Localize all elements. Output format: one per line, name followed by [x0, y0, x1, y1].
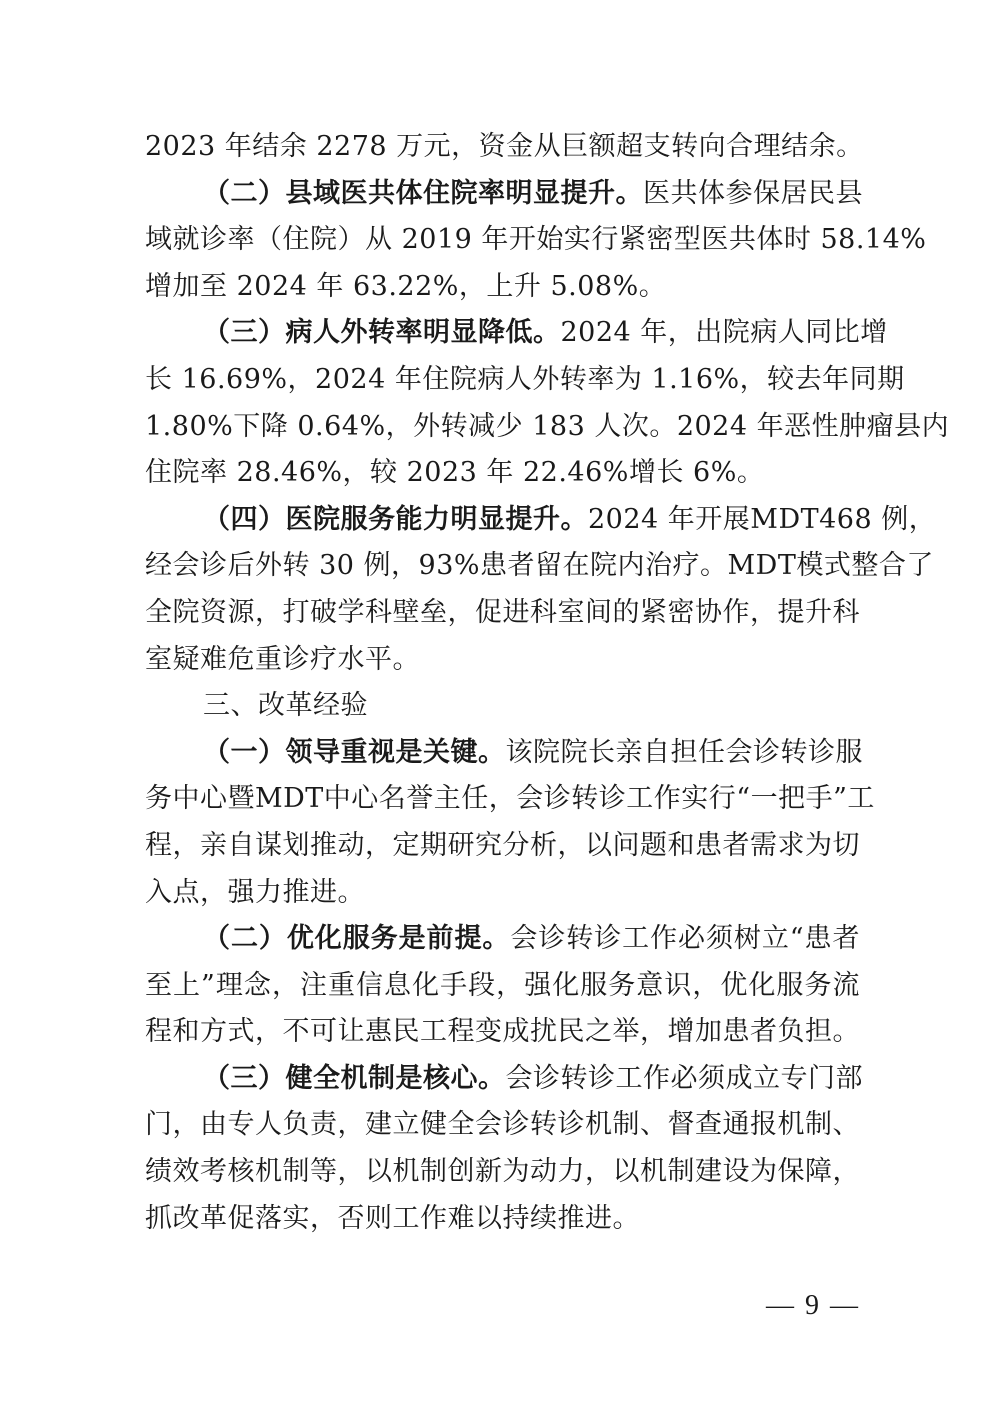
paragraph-first-line — [145, 310, 888, 357]
text-line: 门，由专人负责，建立健全会诊转诊机制、督查通报机制、 — [145, 1109, 860, 1141]
page-number: — 9 — — [766, 1290, 860, 1321]
paragraph-text: 医共体参保居民县 — [643, 177, 863, 209]
paragraph-text: 会诊转诊工作必须树立“患者 — [510, 923, 860, 955]
paragraph-heading: （三）病人外转率明显降低。 — [203, 317, 561, 349]
text-line: 域就诊率（住院）从 2019 年开始实行紧密型医共体时 58.14% — [145, 224, 927, 256]
text-line: 室疑难危重诊疗水平。 — [145, 643, 420, 675]
text-line: 至上”理念，注重信息化手段，强化服务意识，优化服务流 — [145, 969, 860, 1001]
text-line: 程，亲自谋划推动，定期研究分析，以问题和患者需求为切 — [145, 829, 860, 861]
paragraph-first-line — [145, 730, 863, 777]
paragraph-text: 2024 年，出院病人同比增 — [560, 317, 888, 349]
paragraph-text: 会诊转诊工作必须成立专门部 — [505, 1062, 863, 1094]
paragraph-text: 2024 年开展MDT468 例， — [588, 503, 937, 535]
text-line: 长 16.69%，2024 年住院病人外转率为 1.16%，较去年同期 — [145, 363, 905, 395]
text-line: 住院率 28.46%，较 2023 年 22.46%增长 6%。 — [145, 457, 765, 489]
text-line: 经会诊后外转 30 例，93%患者留在院内治疗。MDT模式整合了 — [145, 550, 934, 582]
paragraph-heading: （四）医院服务能力明显提升。 — [203, 503, 588, 535]
paragraph-first-line — [145, 497, 937, 544]
text-line: 抓改革促落实，否则工作难以持续推进。 — [145, 1202, 640, 1234]
section-title: 三、改革经验 — [203, 690, 368, 722]
text-line: 绩效考核机制等，以机制创新为动力，以机制建设为保障， — [145, 1156, 860, 1188]
text-line: 程和方式，不可让惠民工程变成扰民之举，增加患者负担。 — [145, 1016, 860, 1048]
paragraph-heading: （二）县域医共体住院率明显提升。 — [203, 177, 643, 209]
paragraph-first-line — [145, 916, 860, 963]
paragraph-first-line — [145, 1056, 863, 1103]
text-line: 全院资源，打破学科壁垒，促进科室间的紧密协作，提升科 — [145, 596, 860, 628]
text-line: 2023 年结余 2278 万元，资金从巨额超支转向合理结余。 — [145, 131, 864, 162]
paragraph-text: 该院院长亲自担任会诊转诊服 — [505, 736, 863, 768]
text-line: 入点，强力推进。 — [145, 876, 365, 908]
text-line: 1.80%下降 0.64%，外转减少 183 人次。2024 年恶性肿瘤县内 — [145, 410, 950, 442]
paragraph-heading: （一）领导重视是关键。 — [203, 736, 506, 768]
text-line: 增加至 2024 年 63.22%，上升 5.08%。 — [145, 270, 667, 302]
document-body — [145, 124, 950, 1242]
paragraph-first-line — [145, 171, 863, 218]
text-line: 务中心暨MDT中心名誉主任，会诊转诊工作实行“一把手”工 — [145, 783, 875, 815]
paragraph-heading: （三）健全机制是核心。 — [203, 1062, 506, 1094]
paragraph-heading: （二）优化服务是前提。 — [203, 923, 511, 955]
